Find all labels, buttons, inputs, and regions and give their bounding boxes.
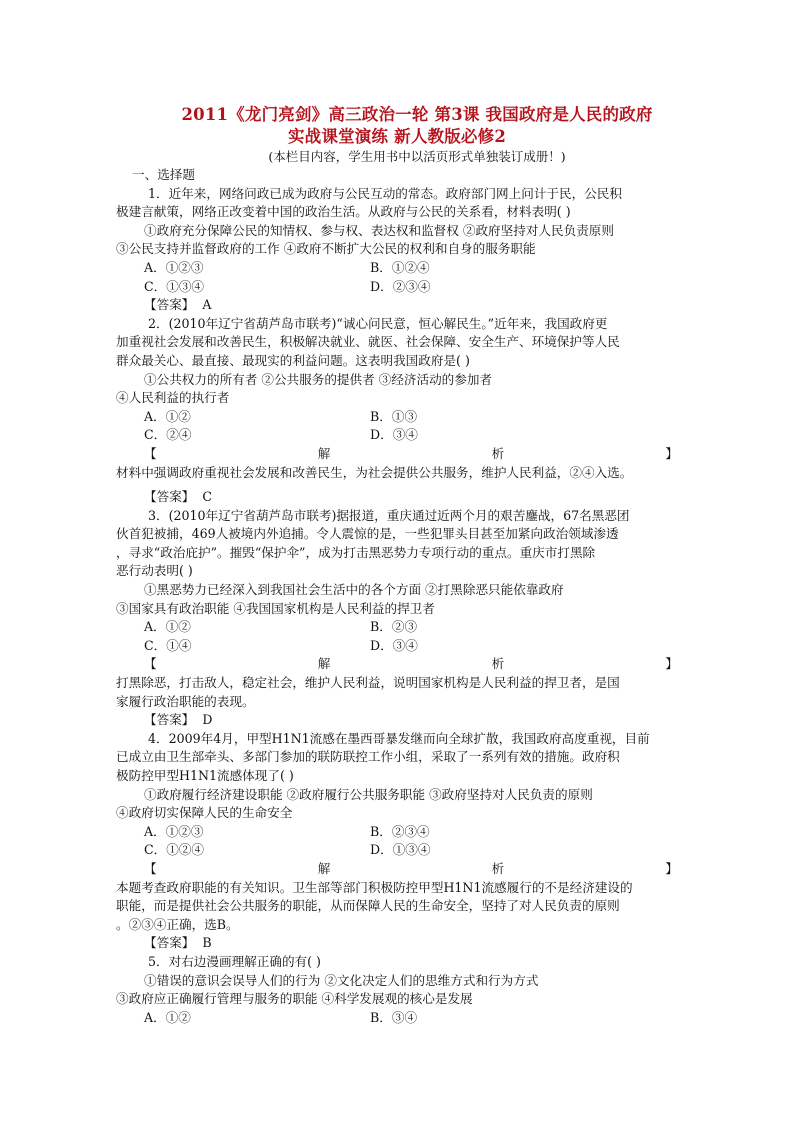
question-stem-line: 4．2009年4月，甲型H1N1流感在墨西哥暴发继而向全球扩散，我国政府高度重视，目前 [148,730,650,746]
answer-value: A [202,297,212,313]
answer-option: C．②④ [144,427,192,443]
document-page [116,104,678,1027]
answer-label: 【答案】 [144,489,195,505]
answer-option: A．①② [144,619,191,635]
answer-label: 【答案】 [144,297,195,313]
question-stem-line: 伙首犯被捕，469人被境内外追捕。令人震惊的是，一些犯罪头目甚至加紧向政治领域渗透 [116,526,619,542]
section-heading: 一、选择题 [132,167,195,182]
answer-option: D．③④ [370,637,418,653]
question-item-line: ①政府充分保障公民的知情权、参与权、表达权和监督权 ②政府坚持对人民负责原则 [144,222,614,238]
answer-label: 【答案】 [144,712,195,728]
analysis-text: 本题考查政府职能的有关知识。卫生部等部门积极防控甲型H1N1流感履行的不是经济建设的 [116,879,633,895]
analysis-label-part: 析 [491,656,505,672]
question-block [116,953,678,1027]
question-item-line: ①错误的意识会误导人们的行为 ②文化决定人们的思维方式和行为方式 [144,972,539,988]
question-item-line: ④人民利益的执行者 [116,390,230,406]
analysis-label-part: 析 [491,445,505,461]
analysis-text: 。②③④正确，选B。 [116,916,239,932]
question-item-line: ①黑恶势力已经深入到我国社会生活中的各个方面 ②打黑除恶只能依靠政府 [144,582,564,598]
analysis-label-part: 解 [317,860,331,876]
question-item-line: ③政府应正确履行管理与服务的职能 ④科学发展观的核心是发展 [116,991,473,1007]
question-block [116,730,678,953]
analysis-text: 职能，而是提供社会公共服务的职能，从而保障人民的生命安全，坚持了对人民负责的原则 [116,898,620,914]
analysis-label-part: 【 [144,656,157,672]
option-row [116,823,678,842]
option-row [116,618,678,637]
analysis-text: 材料中强调政府重视社会发展和改善民生，为社会提供公共服务，维护人民利益，②④入选。 [116,464,633,480]
answer-option: B．②③④ [370,823,430,839]
option-row [116,259,678,278]
question-stem-line: ，寻求“政治庇护”。摧毁“保护伞”，成为打击黑恶势力专项行动的重点。重庆市打黑除 [116,544,596,560]
answer-option: A．①②③ [144,259,204,275]
question-stem-line: 3．(2010年辽宁省葫芦岛市联考)据报道，重庆通过近两个月的艰苦鏖战，67名黑恶团 [148,507,630,523]
question-stem-line: 5．对右边漫画理解正确的有( ) [148,953,321,969]
answer-option: D．①③④ [370,842,431,858]
answer-option: A．①② [144,408,191,424]
question-stem-line: 极防控甲型H1N1流感体现了( ) [116,768,294,783]
option-row [116,408,678,427]
answer-option: B．①②④ [370,259,430,275]
question-block [116,315,678,507]
answer-line [116,488,678,507]
question-item-line: ④政府切实保障人民的生命安全 [116,805,293,821]
answer-option: A．①② [144,1009,191,1025]
title-line-1: 2011《龙门亮剑》高三政治一轮 第3课 我国政府是人民的政府 [181,105,653,124]
document-title [116,104,678,148]
answer-option: B．①③ [370,408,418,424]
question-item-line: ①政府履行经济建设职能 ②政府履行公共服务职能 ③政府坚持对人民负责的原则 [144,786,593,802]
question-stem-line: 1．近年来，网络问政已成为政府与公民互动的常态。政府部门网上问计于民，公民积 [148,185,622,201]
question-stem-line: 2．(2010年辽宁省葫芦岛市联考)“诚心问民意，恒心解民生。”近年来，我国政府更 [148,315,608,331]
answer-option: C．①④ [144,637,192,653]
question-block [116,507,678,730]
answer-line [116,711,678,730]
analysis-label-part: 【 [144,445,157,461]
question-block [116,185,678,315]
analysis-label-part: 解 [317,445,331,461]
analysis-label-part: 】 [665,656,678,672]
option-row [116,278,678,297]
question-item-line: ③国家具有政治职能 ④我国国家机构是人民利益的捍卫者 [116,600,435,616]
answer-option: B．②③ [370,619,418,635]
answer-line [116,934,678,953]
question-item-line: ③公民支持并监督政府的工作 ④政府不断扩大公民的权利和自身的服务职能 [116,241,536,257]
analysis-label-part: 析 [491,860,505,876]
answer-option: C．①③④ [144,278,205,294]
answer-label: 【答案】 [144,935,195,951]
analysis-label [116,445,678,464]
question-stem-line: 极建言献策，网络正改变着中国的政治生活。从政府与公民的关系看，材料表明( ) [116,204,571,220]
answer-option: D．③④ [370,427,418,443]
title-line-2: 实战课堂演练 新人教版必修2 [287,127,507,146]
analysis-label-part: 【 [144,860,157,876]
answer-value: D [202,712,213,728]
question-stem-line: 群众最关心、最直接、最现实的利益问题。这表明我国政府是( ) [116,352,470,368]
answer-line [116,296,678,315]
question-stem-line: 恶行动表明( ) [116,563,193,579]
analysis-text: 打黑除恶，打击敌人，稳定社会，维护人民利益，说明国家机构是人民利益的捍卫者，是国 [116,675,620,691]
answer-option: A．①②③ [144,823,204,839]
question-list [116,185,678,1028]
analysis-label-part: 解 [317,656,331,672]
option-row [116,637,678,656]
option-row [116,426,678,445]
analysis-label [116,860,678,879]
question-stem-line: 已成立由卫生部牵头、多部门参加的联防联控工作小组，采取了一系列有效的措施。政府积 [116,749,620,765]
answer-value: C [202,489,213,505]
option-row [116,1009,678,1028]
usage-note: (本栏目内容，学生用书中以活页形式单独装订成册！) [268,149,566,164]
analysis-label [116,655,678,674]
answer-option: C．①②④ [144,842,205,858]
analysis-label-part: 】 [665,860,678,876]
analysis-text: 家履行政治职能的表现。 [116,693,255,709]
question-stem-line: 加重视社会发展和改善民生，积极解决就业、就医、社会保障、安全生产、环境保护等人民 [116,334,620,350]
answer-option: D．②③④ [370,278,431,294]
option-row [116,841,678,860]
analysis-label-part: 】 [665,445,678,461]
answer-value: B [202,935,212,951]
question-item-line: ①公共权力的所有者 ②公共服务的提供者 ③经济活动的参加者 [144,371,493,387]
answer-option: B．③④ [370,1009,418,1025]
